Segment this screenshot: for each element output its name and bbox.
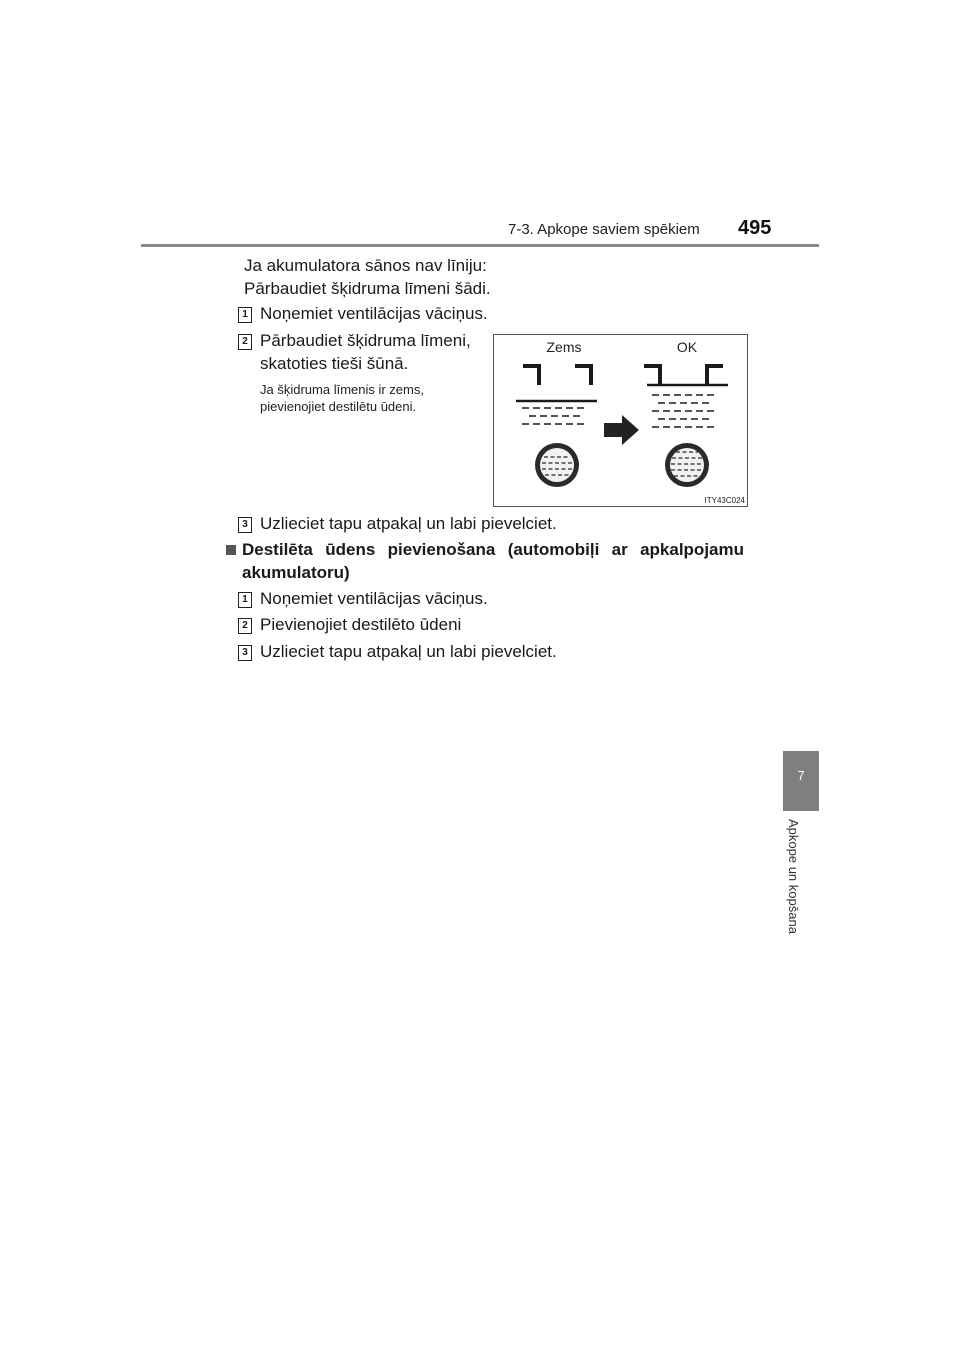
step-3-text: Uzlieciet tapu atpakaļ un labi pievelciet. [260,514,557,533]
s2-step-3-number: 3 [238,645,252,661]
ok-fluid-dashes [652,395,716,427]
s2-step-1-number: 1 [238,592,252,608]
step-1-text: Noņemiet ventilācijas vāciņus. [260,304,488,323]
step-2-number: 2 [238,334,252,350]
arrow-right-icon [604,415,639,445]
header-divider [141,244,819,247]
section2-title-line1: Destilēta ūdens pievienošana (automobiļi ar apkalpojamu [242,540,744,559]
s2-step-2-text: Pievienojiet destilēto ūdeni [260,615,462,634]
intro-line-2: Pārbaudiet šķidruma līmeni šādi. [244,279,491,298]
step-2-note-line1: Ja šķidruma līmenis ir zems, [260,382,424,397]
chapter-number: 7 [797,768,805,783]
section-bullet-icon [226,545,236,555]
low-fluid-dashes [522,408,586,424]
low-cell-view-icon [535,443,579,487]
section2-title-line2: akumulatoru) [242,563,350,582]
figure-code: ITY43C024 [704,496,745,505]
step-3-number: 3 [238,517,252,533]
label-low: Zems [546,339,582,355]
s2-step-1-text: Noņemiet ventilācijas vāciņus. [260,589,488,608]
label-ok: OK [676,339,698,355]
chapter-title: Apkope un kopšana [786,819,801,934]
step-2-text-line2: skatoties tieši šūnā. [260,354,409,373]
low-cell-tubes [523,366,591,385]
step-2-text-line1: Pārbaudiet šķidruma līmeni, [260,331,471,350]
intro-line-1: Ja akumulatora sānos nav līniju: [244,256,487,275]
ok-cell-tubes [644,366,723,386]
step-1-number: 1 [238,307,252,323]
section-header-title: 7-3. Apkope saviem spēkiem [508,221,700,238]
ok-cell-view-icon [665,443,709,487]
battery-level-illustration [494,335,749,508]
page-number: 495 [738,217,772,239]
step-2-note-line2: pievienojiet destilētu ūdeni. [260,399,417,414]
s2-step-2-number: 2 [238,618,252,634]
battery-level-figure [493,334,748,507]
s2-step-3-text: Uzlieciet tapu atpakaļ un labi pievelciet. [260,642,557,661]
